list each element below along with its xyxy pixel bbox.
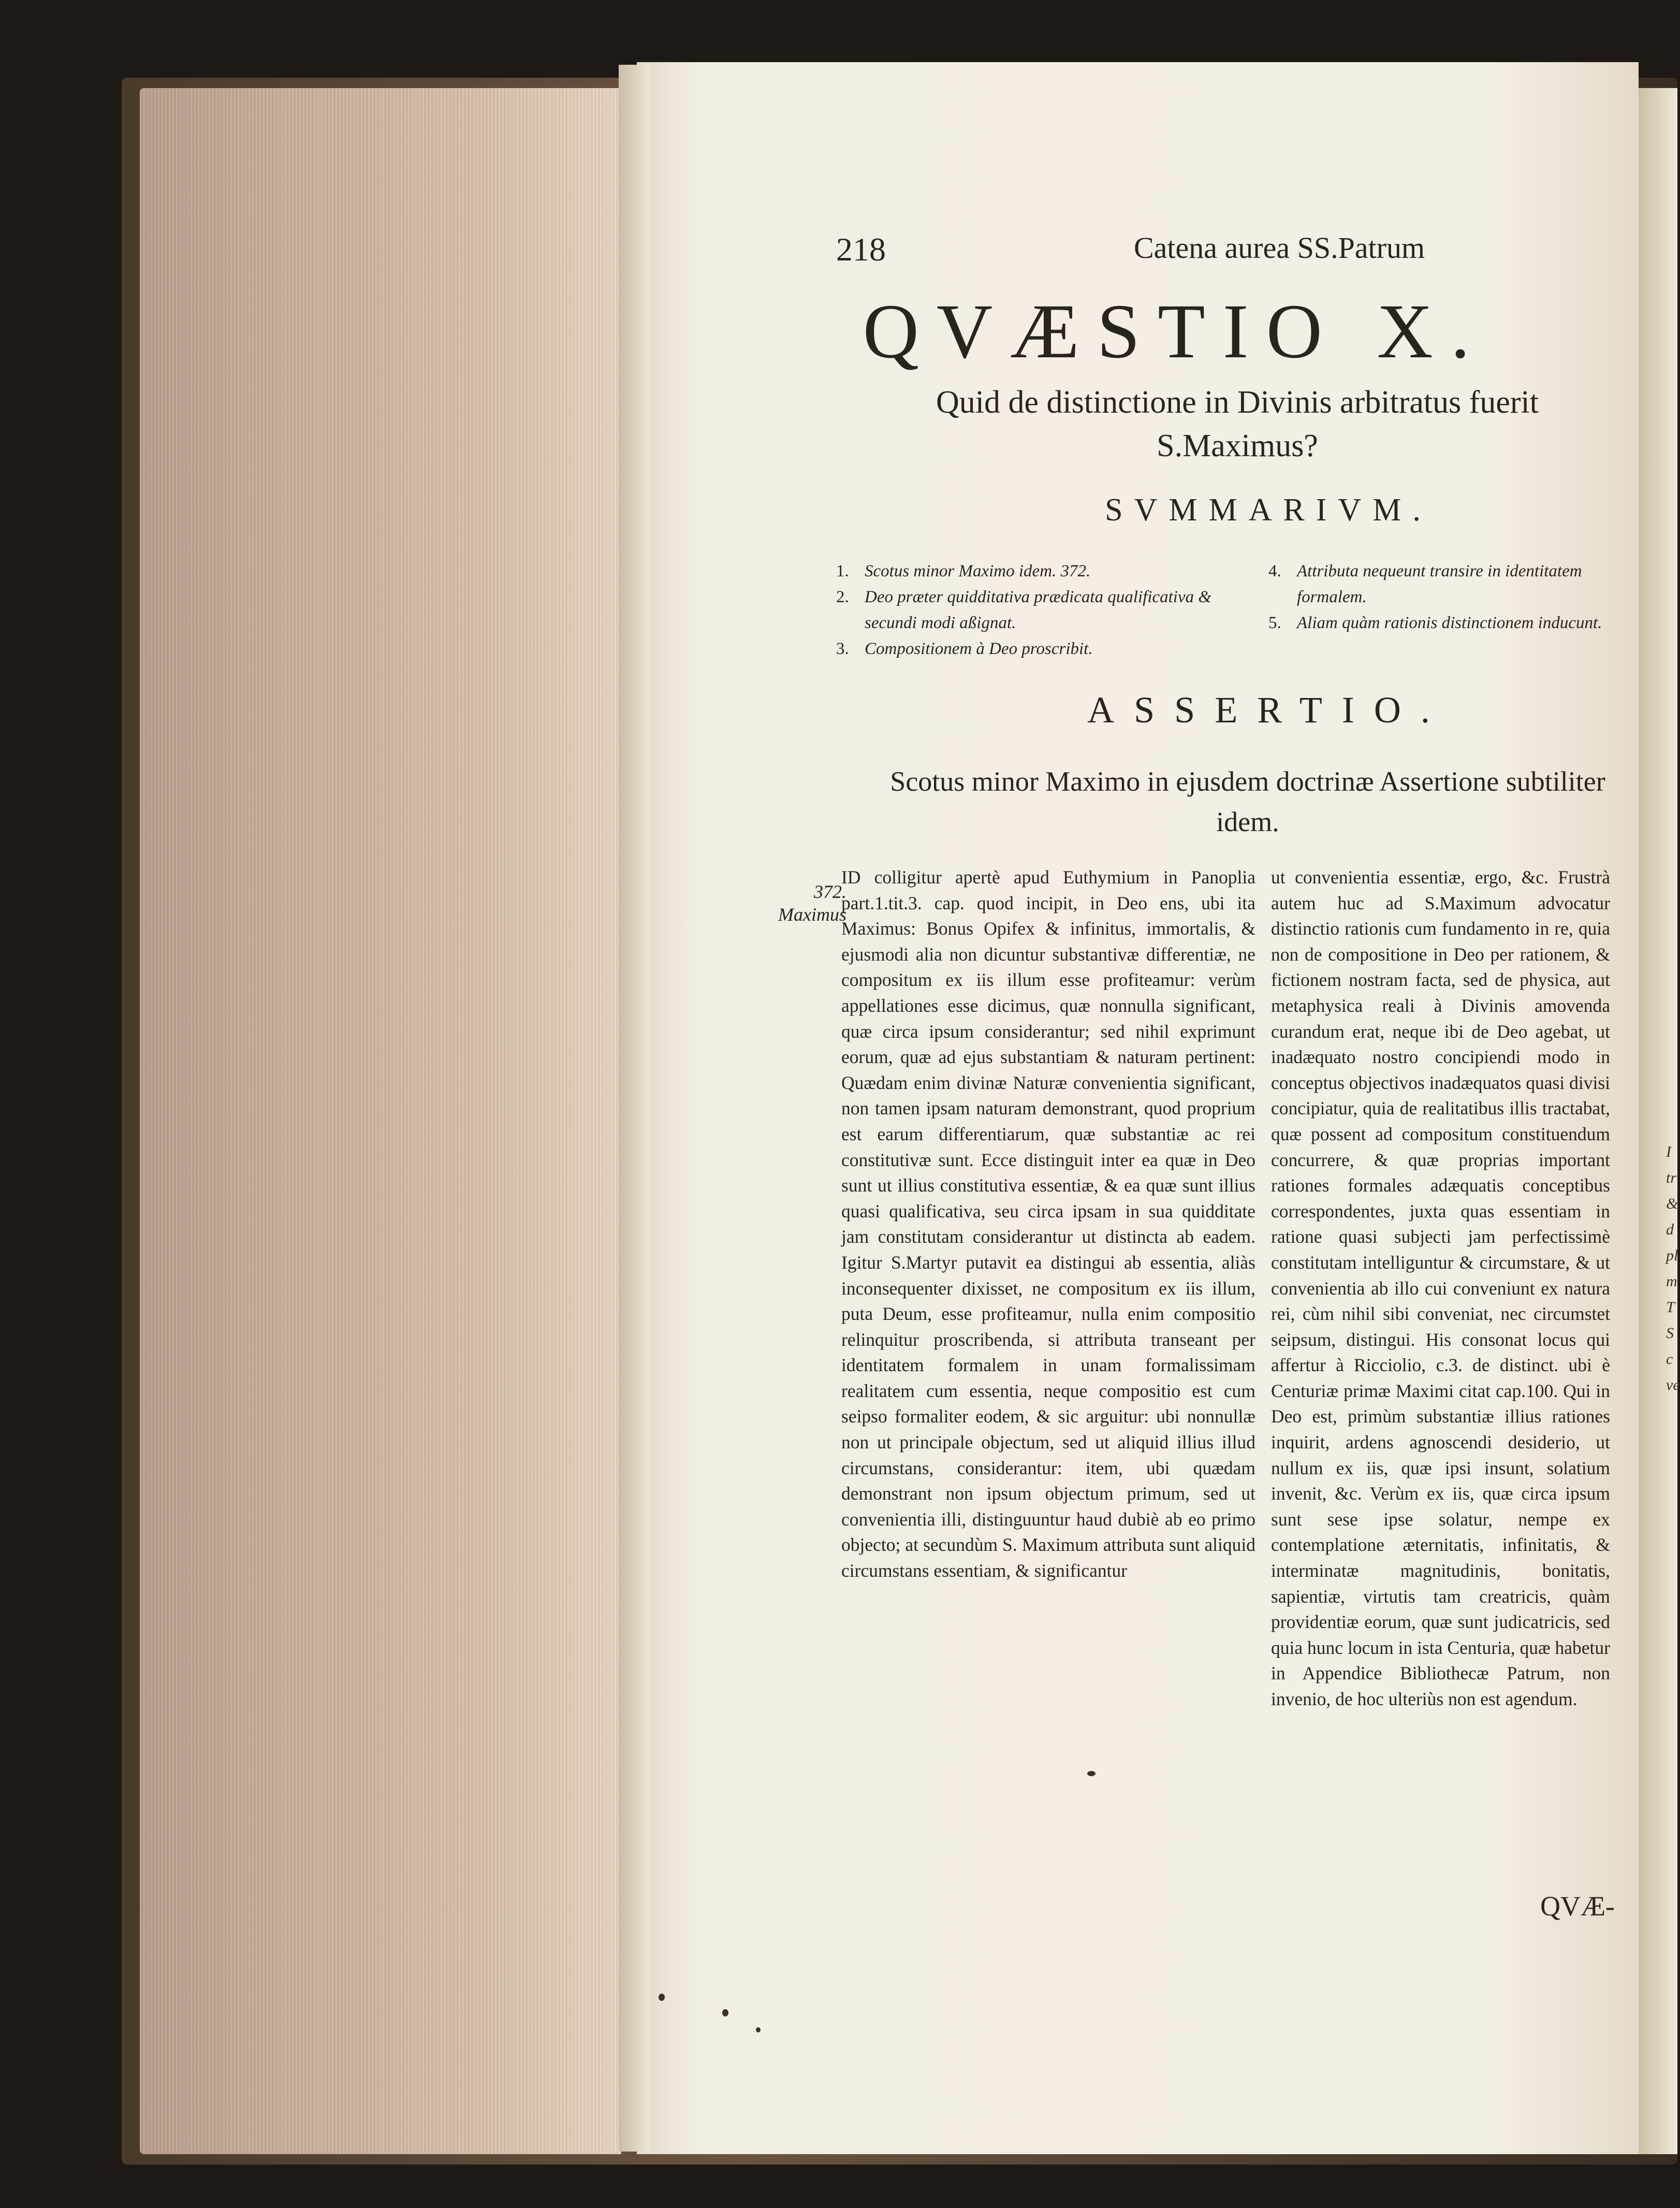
page-block-edge (140, 88, 621, 2154)
adjacent-page-fragment: c (1666, 1350, 1673, 1368)
summarium-item: 4. Attributa nequeunt transire in identitatem formalem. (1268, 562, 1582, 606)
adjacent-page-fragment: S (1666, 1325, 1674, 1342)
adjacent-page-fragment: d (1666, 1221, 1674, 1238)
foxing-spot (1087, 1771, 1095, 1776)
assertio-subtitle: Scotus minor Maximo in ejusdem doctrinæ Assertione subtiliter idem. (890, 766, 1605, 837)
summarium-item: 5. Aliam quàm rationis distinctionem inducunt. (1268, 614, 1602, 632)
page-gutter (619, 65, 650, 2152)
summarium-item: 1. Scotus minor Maximo idem. 372. (836, 562, 1091, 580)
adjacent-page-fragment: m (1666, 1273, 1677, 1290)
adjacent-page-fragment: pl (1666, 1247, 1678, 1264)
adjacent-page-fragment: ve (1666, 1376, 1680, 1393)
foxing-spot (756, 2027, 761, 2032)
running-head (836, 230, 1437, 277)
question-subtitle: Quid de distinctione in Divinis arbitratus fuerit S.Maximus? (936, 385, 1539, 463)
summarium-right (1268, 558, 1620, 636)
question-title: QVÆSTIO X. (863, 288, 1488, 374)
body-column-left: ID colligitur apertè apud Euthymium in Panoplia part.1.tit.3. cap. quod incipit, in Deo ens, ubi ita Maximus: Bonus Opifex & infinitus, immortalis, & ejusmodi alia non dicuntur substantivæ differentiæ, ne compositum ex iis illum esse profiteamur: verùm appellationes esse dicimus, quæ nonnulla significant, quæ circa ipsum considerantur; sed nihil exprimunt eorum, quæ ad ejus substantiam & naturam pertinent: Quædam enim divinæ Naturæ convenientia significant, non tamen ipsam naturam demonstrant, quod proprium est earum differentiarum, quæ substantiæ ac rei constitutivæ sunt. Ecce distinguit inter ea quæ in Deo sunt ut illius constitutiva essentiæ, & ea quæ sunt illius quasi qualificativa, seu circa ipsam in sua quidditate jam constitutam considerantur ut distincta ab eadem. Igitur S.Martyr putavit ea distingui ab essentia, aliàs inconsequenter dixisset, ne compositum ex iis illum, puta Deum, esse profiteamur, nulla enim compositio relinquitur proscribenda, si attributa transeant per identitatem formalem in unam formalissimam realitatem cum essentia, neque compositio est cum seipso formaliter eodem, & sic arguitur: ubi nonnullæ non ut principale objectum, sed ut aliquid illius illud circumstans, considerantur: item, ubi quædam demonstrant non ipsum objectum primum, sed ut convenientia illi, distinguuntur haud dubiè ab eo primo objecto; at secundùm S. Maximum attributa sunt aliquid circumstans essentiam, & significantur (841, 867, 1255, 1581)
foxing-spot (659, 1994, 665, 2001)
margin-note-number: 372. (814, 881, 846, 902)
margin-note-name: Maximus (778, 904, 846, 925)
catchword: QVÆ- (1540, 1891, 1615, 1922)
running-title: Catena aurea SS.Patrum (1134, 231, 1425, 265)
margin-note (753, 880, 846, 926)
assertio-heading: ASSERTIO. (1087, 689, 1450, 731)
page-number: 218 (836, 231, 886, 268)
summarium-item: 3. Compositionem à Deo proscribit. (836, 640, 1093, 658)
adjacent-page-fragment: I (1666, 1143, 1671, 1160)
adjacent-page-fragment: & (1666, 1195, 1678, 1212)
adjacent-page-fragment: T (1666, 1299, 1675, 1316)
foxing-spot (722, 2009, 728, 2016)
summarium-heading: SVMMARIVM. (1105, 492, 1432, 528)
adjacent-page (1639, 88, 1677, 2154)
adjacent-page-fragment: tr (1666, 1169, 1677, 1186)
summarium-item: 2. Deo præter quidditativa prædicata qualificativa & secundi modi aßignat. (836, 588, 1212, 632)
body-column-right: ut convenientia essentiæ, ergo, &c. Frustrà autem huc ad S.Maximum advocatur distinctio rationis cum fundamento in re, quia non de compositione in Deo per rationem, & fictionem nostram facta, sed de physica, aut metaphysica reali à Divinis amovenda curandum erat, neque ibi de Deo agebat, ut inadæquato nostro concipiendi modo in conceptus objectivos inadæquatos quasi divisi concipiatur, quia de realitatibus illis tractabat, quæ possent ad compositum constituendum concurrere, & quæ proprias important rationes formales adæquatis conceptibus correspondentes, juxta quas essentiam in ratione quasi subjecti jam perfectissimè constitutam intelliguntur & circumstare, & ut convenientia ab illo cui conveniunt ex natura rei, cùm nihil sibi conveniat, nec circumstet seipsum, distingui. His consonat locus qui affertur à Ricciolio, c.3. de distinct. ubi è Centuriæ primæ Maximi citat cap.100. Qui in Deo est, primùm substantiæ illius rationes inquirit, ardens agnoscendi desiderio, ut nullum ex iis, quæ ipsi insunt, solatium invenit, &c. Verùm ex iis, quæ circa ipsum sunt sese ipse solatur, nempe ex contemplatione æternitatis, infinitatis, & interminatæ magnitudinis, bonitatis, sapientiæ, virtutis tam creatricis, quàm providentiæ eorum, quæ sunt judicatricis, sed quia hunc locum in ista Centuria, quæ habetur in Appendice Bibliothecæ Patrum, non invenio, de hoc ulteriùs non est agendum. (1271, 867, 1610, 1709)
summarium-left (836, 558, 1245, 662)
